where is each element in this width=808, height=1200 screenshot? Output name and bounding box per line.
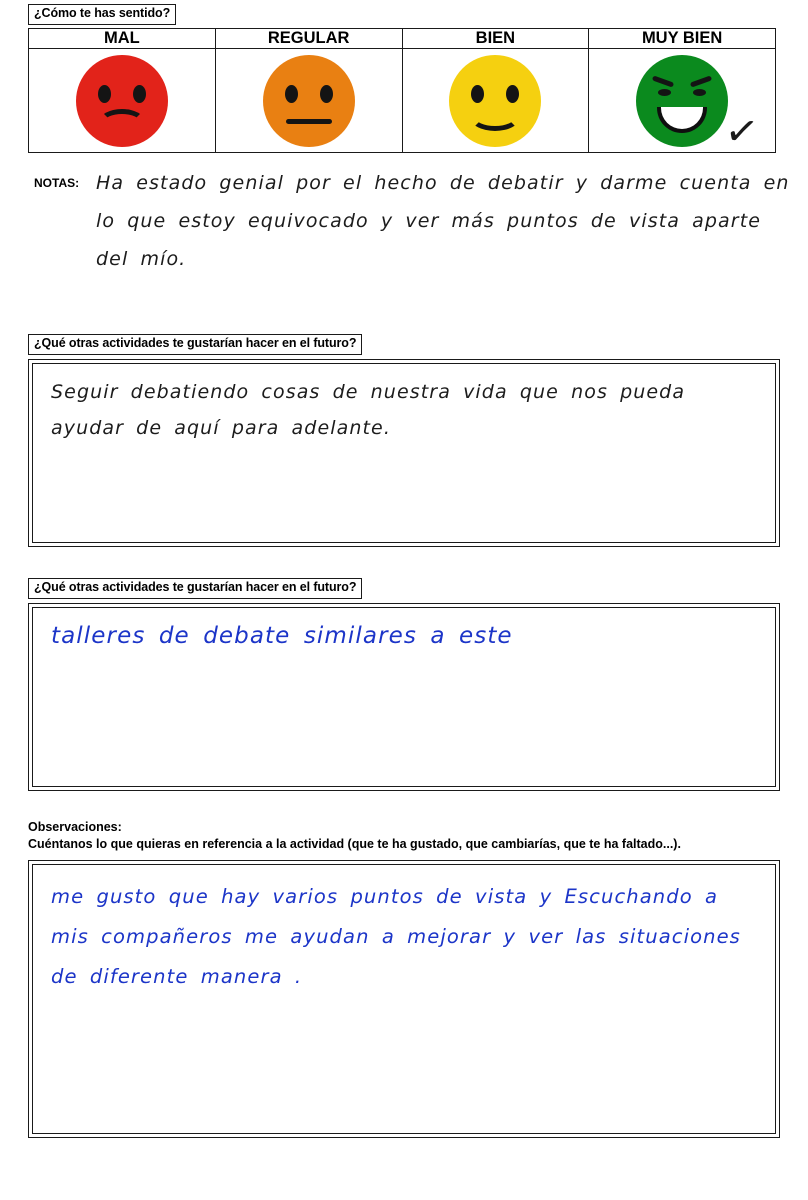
open-smile-mouth <box>657 107 707 133</box>
mood-option-bien[interactable] <box>402 48 589 152</box>
question-2-handwritten-answer: talleres de debate similares a este <box>51 622 513 649</box>
eye-left <box>285 85 298 103</box>
neutral-face-icon <box>263 55 355 147</box>
eye-left <box>471 85 484 103</box>
brow-left <box>652 75 674 87</box>
mood-option-label-muy-bien: MUY BIEN <box>589 28 776 48</box>
mood-options-table <box>28 28 776 156</box>
observations-answer-box[interactable] <box>28 860 780 1138</box>
notes-label: NOTAS: <box>34 176 80 190</box>
notes-handwritten-answer: Ha estado genial por el hecho de debatir y darme cuenta en lo que estoy equivocado y ver más puntos de vista aparte del mío. <box>96 172 790 270</box>
sad-face-icon <box>76 55 168 147</box>
flat-mouth <box>286 119 332 124</box>
mood-question <box>28 4 780 25</box>
observations-answer-inner <box>32 864 776 1134</box>
smile-mouth <box>470 103 520 131</box>
happy-face-icon <box>449 55 541 147</box>
question-1-answer-inner <box>32 363 776 543</box>
question-1-section <box>28 334 780 547</box>
question-2-label: ¿Qué otras actividades te gustarían hacer en el futuro? <box>28 578 362 599</box>
question-2-answer-inner <box>32 607 776 787</box>
mood-question-label: ¿Cómo te has sentido? <box>28 4 176 25</box>
selected-check-icon: ✓ <box>722 106 763 156</box>
question-2-section <box>28 578 780 791</box>
mood-option-muy-bien[interactable] <box>589 48 776 156</box>
observations-title: Observaciones: <box>28 820 122 834</box>
observations-handwritten-answer: me gusto que hay varios puntos de vista y Escuchando a mis compañeros me ayudan a mejorar y ver las situaciones de diferente manera . <box>51 885 741 989</box>
question-2-answer-box[interactable] <box>28 603 780 791</box>
mood-option-label-regular: REGULAR <box>215 28 402 48</box>
eye-right <box>133 85 146 103</box>
eye-left <box>98 85 111 103</box>
frown-mouth <box>99 109 145 135</box>
very-happy-face-icon <box>636 55 728 147</box>
mood-header-row <box>29 28 776 48</box>
mood-option-label-bien: BIEN <box>402 28 589 48</box>
question-1-answer-box[interactable] <box>28 359 780 547</box>
question-1-label: ¿Qué otras actividades te gustarían hacer en el futuro? <box>28 334 362 355</box>
eye-right <box>693 89 706 96</box>
brow-right <box>690 75 712 87</box>
eye-right <box>320 85 333 103</box>
mood-option-regular[interactable] <box>215 48 402 152</box>
eye-right <box>506 85 519 103</box>
eye-left <box>658 89 671 96</box>
mood-section <box>28 4 780 156</box>
question-1-handwritten-answer: Seguir debatiendo cosas de nuestra vida que nos pueda ayudar de aquí para adelante. <box>51 380 686 439</box>
observations-description: Cuéntanos lo que quieras en referencia a la actividad (que te ha gustado, que cambiarías, que te ha faltado...). <box>28 837 681 851</box>
mood-face-row <box>29 48 776 152</box>
mood-option-mal[interactable] <box>29 48 216 152</box>
observations-section <box>28 820 780 1138</box>
mood-option-label-mal: MAL <box>29 28 216 48</box>
notes-block <box>34 168 794 278</box>
